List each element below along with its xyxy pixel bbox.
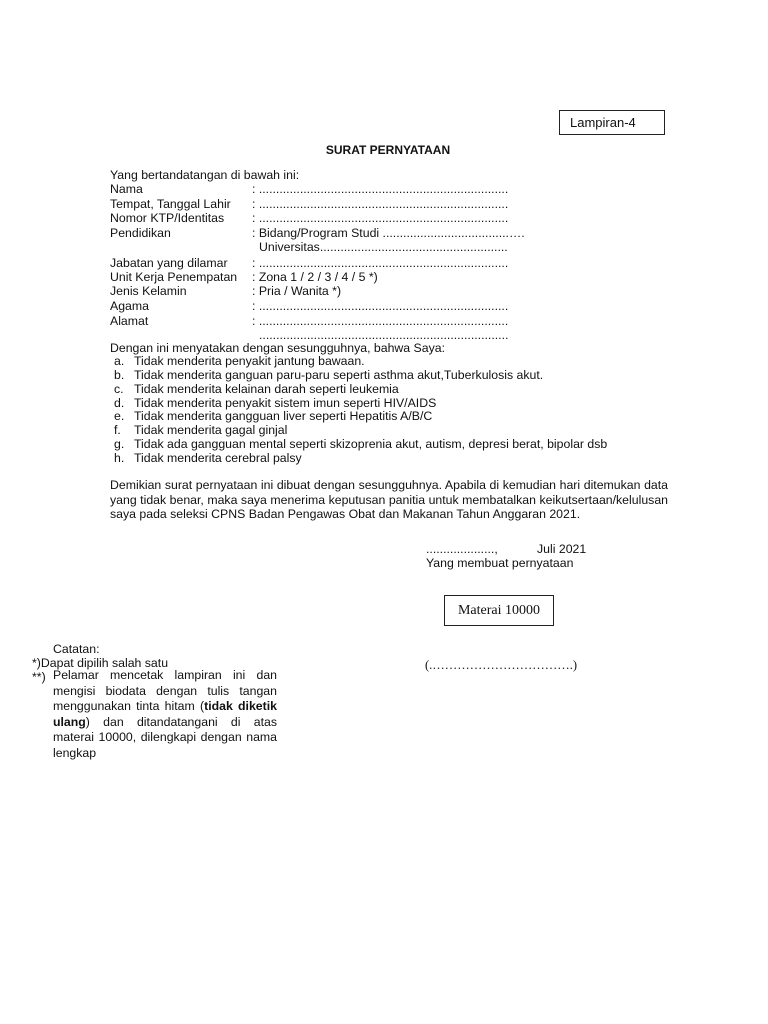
field-label-unit-kerja: Unit Kerja Penempatan — [110, 270, 238, 284]
field-value-jabatan: : ......................................................................... — [252, 256, 509, 270]
field-label-pendidikan: Pendidikan — [110, 226, 171, 240]
declaration-item: Tidak menderita penyakit sistem imun seperti HIV/AIDS — [134, 396, 437, 410]
declaration-item: Tidak menderita kelainan darah seperti leukemia — [134, 382, 399, 396]
closing-paragraph: Demikian surat pernyataan ini dibuat dengan sesungguhnya. Apabila di kemudian hari ditemukan data yang tidak benar, maka saya menerima keputusan panitia untuk membatalkan keikutsertaan/kelulusan saya pada seleksi CPNS Badan Pengawas Obat dan Makanan Tahun Anggaran 2021. — [110, 478, 668, 522]
field-value-ttl: : ......................................................................... — [252, 197, 509, 211]
signer-label: Yang membuat pernyataan — [426, 556, 574, 570]
date-place: ...................., — [426, 542, 498, 556]
declaration-item: Tidak ada gangguan mental seperti skizoprenia akut, autism, depresi berat, bipolar dsb — [134, 437, 608, 451]
intro-text: Yang bertandatangan di bawah ini: — [110, 168, 300, 182]
materai-stamp-box: Materai 10000 — [444, 595, 554, 626]
field-value-pendidikan: : Bidang/Program Studi .....................................…. — [252, 226, 525, 240]
field-label-ttl: Tempat, Tanggal Lahir — [110, 197, 231, 211]
declaration-item: Tidak menderita cerebral palsy — [134, 451, 302, 465]
field-value-universitas: Universitas....................................................... — [259, 240, 508, 254]
declaration-letter: e. — [114, 409, 125, 423]
field-value-agama: : ......................................................................... — [252, 299, 509, 313]
declaration-letter: d. — [114, 396, 125, 410]
declaration-letter: b. — [114, 368, 125, 382]
note-1: *)Dapat dipilih salah satu — [32, 656, 169, 670]
document-title: SURAT PERNYATAAN — [325, 143, 451, 157]
signature-line: (.…………………………….) — [425, 658, 578, 672]
field-value-jenis-kelamin: : Pria / Wanita *) — [252, 284, 342, 298]
declaration-intro: Dengan ini menyatakan dengan sesungguhnya, bahwa Saya: — [110, 341, 445, 355]
declaration-letter: f. — [114, 423, 121, 437]
date-month: Juli 2021 — [537, 542, 587, 556]
lampiran-label: Lampiran-4 — [559, 110, 665, 135]
note-2-marker: **) — [32, 670, 46, 684]
field-value-nama: : ......................................................................... — [252, 182, 509, 196]
field-label-ktp: Nomor KTP/Identitas — [110, 211, 225, 225]
field-label-agama: Agama — [110, 299, 149, 313]
declaration-letter: g. — [114, 437, 125, 451]
field-label-jenis-kelamin: Jenis Kelamin — [110, 284, 187, 298]
declaration-item: Tidak menderita gagal ginjal — [134, 423, 288, 437]
field-value-alamat: : ......................................................................... — [252, 314, 509, 328]
field-label-alamat: Alamat — [110, 314, 149, 328]
declaration-item: Tidak menderita penyakit jantung bawaan. — [134, 354, 365, 368]
field-value-unit-kerja: : Zona 1 / 2 / 3 / 4 / 5 *) — [252, 270, 378, 284]
note-2-text-b: ) dan ditandatangani di atas materai 10000, dilengkapi dengan nama lengkap — [53, 714, 277, 760]
field-value-ktp: : ......................................................................... — [252, 211, 509, 225]
declaration-letter: a. — [114, 354, 125, 368]
declaration-letter: h. — [114, 451, 125, 465]
notes-heading: Catatan: — [53, 642, 100, 656]
declaration-item: Tidak menderita ganguan paru-paru seperti asthma akut,Tuberkulosis akut. — [134, 368, 544, 382]
declaration-letter: c. — [114, 382, 124, 396]
field-label-jabatan: Jabatan yang dilamar — [110, 256, 228, 270]
note-2-text-a: Pelamar mencetak lampiran ini dan mengisi biodata dengan tulis tangan menggunakan tinta hitam ( — [53, 668, 277, 713]
field-value-alamat-2: ......................................................................... — [259, 328, 509, 342]
note-2-bold: tidak diketik ulang — [53, 699, 277, 729]
declaration-item: Tidak menderita gangguan liver seperti Hepatitis A/B/C — [134, 409, 433, 423]
note-2 — [53, 668, 277, 761]
field-label-nama: Nama — [110, 182, 143, 196]
